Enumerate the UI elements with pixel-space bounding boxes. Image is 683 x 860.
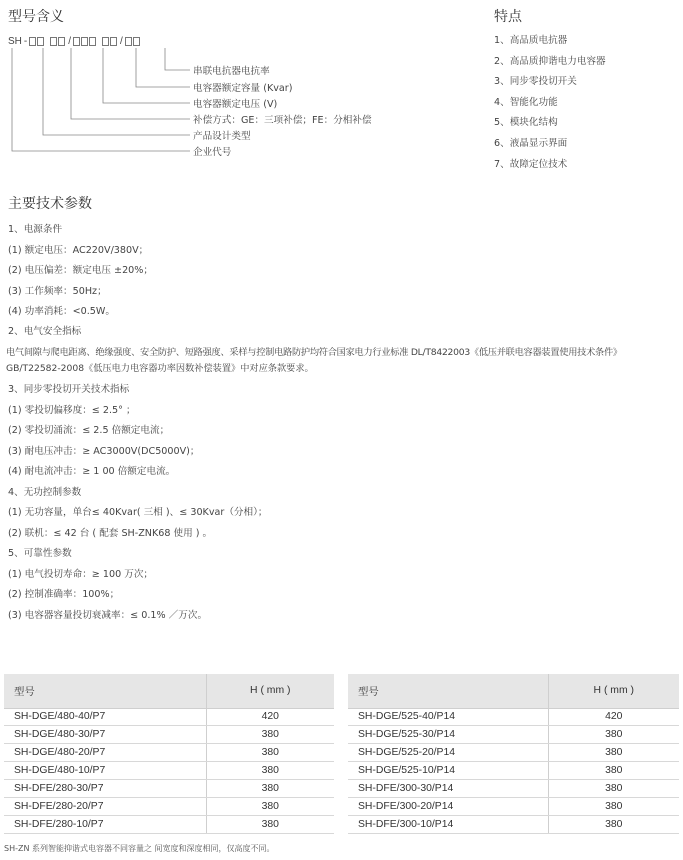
cell-model: SH-DGE/480-30/P7 <box>4 726 206 744</box>
col-header-height: H ( mm ) <box>206 674 334 708</box>
cell-height: 380 <box>548 815 679 833</box>
table-row <box>348 815 679 833</box>
cell-model: SH-DGE/525-10/P14 <box>348 762 548 780</box>
feature-item: 1、高品质电抗器 <box>494 35 568 46</box>
cell-height: 420 <box>548 708 679 726</box>
cell-model: SH-DGE/480-40/P7 <box>4 708 206 726</box>
table-row <box>348 762 679 780</box>
desc-voltage: 电容器额定电压 (V) <box>193 99 278 110</box>
feature-item: 7、故障定位技术 <box>494 159 568 170</box>
desc-reactance: 串联电抗器电抗率 <box>193 66 270 77</box>
table-row <box>4 797 334 815</box>
spec-line: (2) 零投切涌流：≤ 2.5 倍额定电流； <box>8 425 170 436</box>
col-header-model: 型号 <box>4 674 206 708</box>
desc-design-type: 产品设计类型 <box>193 131 251 142</box>
model-slash: / <box>68 35 72 47</box>
desc-company-code: 企业代号 <box>193 147 232 158</box>
desc-capacity: 电容器额定容量 (Kvar) <box>193 83 293 94</box>
cell-model: SH-DFE/300-30/P14 <box>348 780 548 798</box>
spec-line: 电气间隙与爬电距离、绝缘强度、安全防护、短路强度、采样与控制电路防护均符合国家电力行业标准 DL/T8422003《低压并联电容器装置使用技术条件》 <box>6 347 622 358</box>
col-header-model: 型号 <box>348 674 548 708</box>
cell-height: 380 <box>548 797 679 815</box>
cell-height: 380 <box>548 726 679 744</box>
cell-height: 420 <box>206 708 334 726</box>
specs-heading: 主要技术参数 <box>8 196 92 212</box>
table-row <box>348 744 679 762</box>
spec-section-title: 2、电气安全指标 <box>8 326 82 337</box>
model-table-right <box>348 674 679 834</box>
table-row <box>348 780 679 798</box>
cell-model: SH-DGE/480-20/P7 <box>4 744 206 762</box>
cell-height: 380 <box>206 815 334 833</box>
spec-section-title: 3、同步零投切开关技术指标 <box>8 384 130 395</box>
cell-height: 380 <box>206 762 334 780</box>
cell-model: SH-DFE/280-20/P7 <box>4 797 206 815</box>
table-row <box>4 744 334 762</box>
feature-item: 5、模块化结构 <box>494 117 558 128</box>
spec-section-title: 1、电源条件 <box>8 224 63 235</box>
spec-line: (2) 联机：≤ 42 台 ( 配套 SH-ZNK68 使用 ) 。 <box>8 528 213 539</box>
table-row <box>4 780 334 798</box>
col-header-height: H ( mm ) <box>548 674 679 708</box>
model-dash: - <box>23 35 28 47</box>
cell-height: 380 <box>548 744 679 762</box>
cell-model: SH-DFE/280-30/P7 <box>4 780 206 798</box>
table-row <box>4 815 334 833</box>
model-prefix: SH <box>8 35 22 47</box>
table-header-row <box>348 674 679 708</box>
model-connector-lines <box>0 0 683 170</box>
cell-height: 380 <box>548 762 679 780</box>
cell-height: 380 <box>206 726 334 744</box>
feature-item: 3、同步零投切开关 <box>494 76 577 87</box>
feature-item: 6、液晶显示界面 <box>494 138 568 149</box>
spec-section-title: 4、无功控制参数 <box>8 487 82 498</box>
spec-line: (3) 耐电压冲击：≥ AC3000V(DC5000V)； <box>8 446 200 457</box>
cell-height: 380 <box>206 780 334 798</box>
table-header-row <box>4 674 334 708</box>
spec-line: (3) 工作频率：50Hz； <box>8 286 107 297</box>
spec-line: (4) 功率消耗：<0.5W。 <box>8 306 115 317</box>
cell-model: SH-DGE/525-40/P14 <box>348 708 548 726</box>
spec-line: (2) 电压偏差：额定电压 ±20%； <box>8 265 153 276</box>
table-row <box>348 797 679 815</box>
features-heading: 特点 <box>494 9 522 25</box>
spec-line: (3) 电容器容量投切衰减率：≤ 0.1% ／万次。 <box>8 610 208 621</box>
model-slash: / <box>120 35 123 47</box>
spec-line: (2) 控制准确率：100%； <box>8 589 120 600</box>
cell-model: SH-DGE/480-10/P7 <box>4 762 206 780</box>
cell-model: SH-DFE/280-10/P7 <box>4 815 206 833</box>
spec-line: (1) 电气投切寿命：≥ 100 万次； <box>8 569 154 580</box>
feature-item: 4、智能化功能 <box>494 97 558 108</box>
spec-line: (4) 耐电流冲击：≥ 1 00 倍额定电流。 <box>8 466 176 477</box>
cell-height: 380 <box>548 780 679 798</box>
spec-line: (1) 额定电压：AC220V/380V； <box>8 245 149 256</box>
footnote: SH-ZN 系列智能抑谐式电容器不同容量之 间宽度和深度相同，仅高度不同。 <box>4 844 275 853</box>
table-row <box>4 726 334 744</box>
table-row <box>348 708 679 726</box>
cell-model: SH-DFE/300-20/P14 <box>348 797 548 815</box>
spec-section-title: 5、可靠性参数 <box>8 548 72 559</box>
cell-model: SH-DGE/525-20/P14 <box>348 744 548 762</box>
table-row <box>348 726 679 744</box>
table-row <box>4 762 334 780</box>
model-table-left <box>4 674 334 834</box>
cell-height: 380 <box>206 797 334 815</box>
desc-compensation: 补偿方式：GE：三项补偿；FE：分相补偿 <box>193 115 372 126</box>
cell-model: SH-DGE/525-30/P14 <box>348 726 548 744</box>
cell-height: 380 <box>206 744 334 762</box>
spec-line: (1) 零投切偏移度：≤ 2.5° ； <box>8 405 136 416</box>
table-row <box>4 708 334 726</box>
spec-line: (1) 无功容量，单台≤ 40Kvar( 三相 )、≤ 30Kvar（分相）； <box>8 507 268 518</box>
feature-item: 2、高品质抑谐电力电容器 <box>494 56 606 67</box>
cell-model: SH-DFE/300-10/P14 <box>348 815 548 833</box>
spec-line: GB/T22582-2008《低压电力电容器功率因数补偿装置》中对应条款要求。 <box>6 363 314 374</box>
model-heading: 型号含义 <box>8 9 64 25</box>
